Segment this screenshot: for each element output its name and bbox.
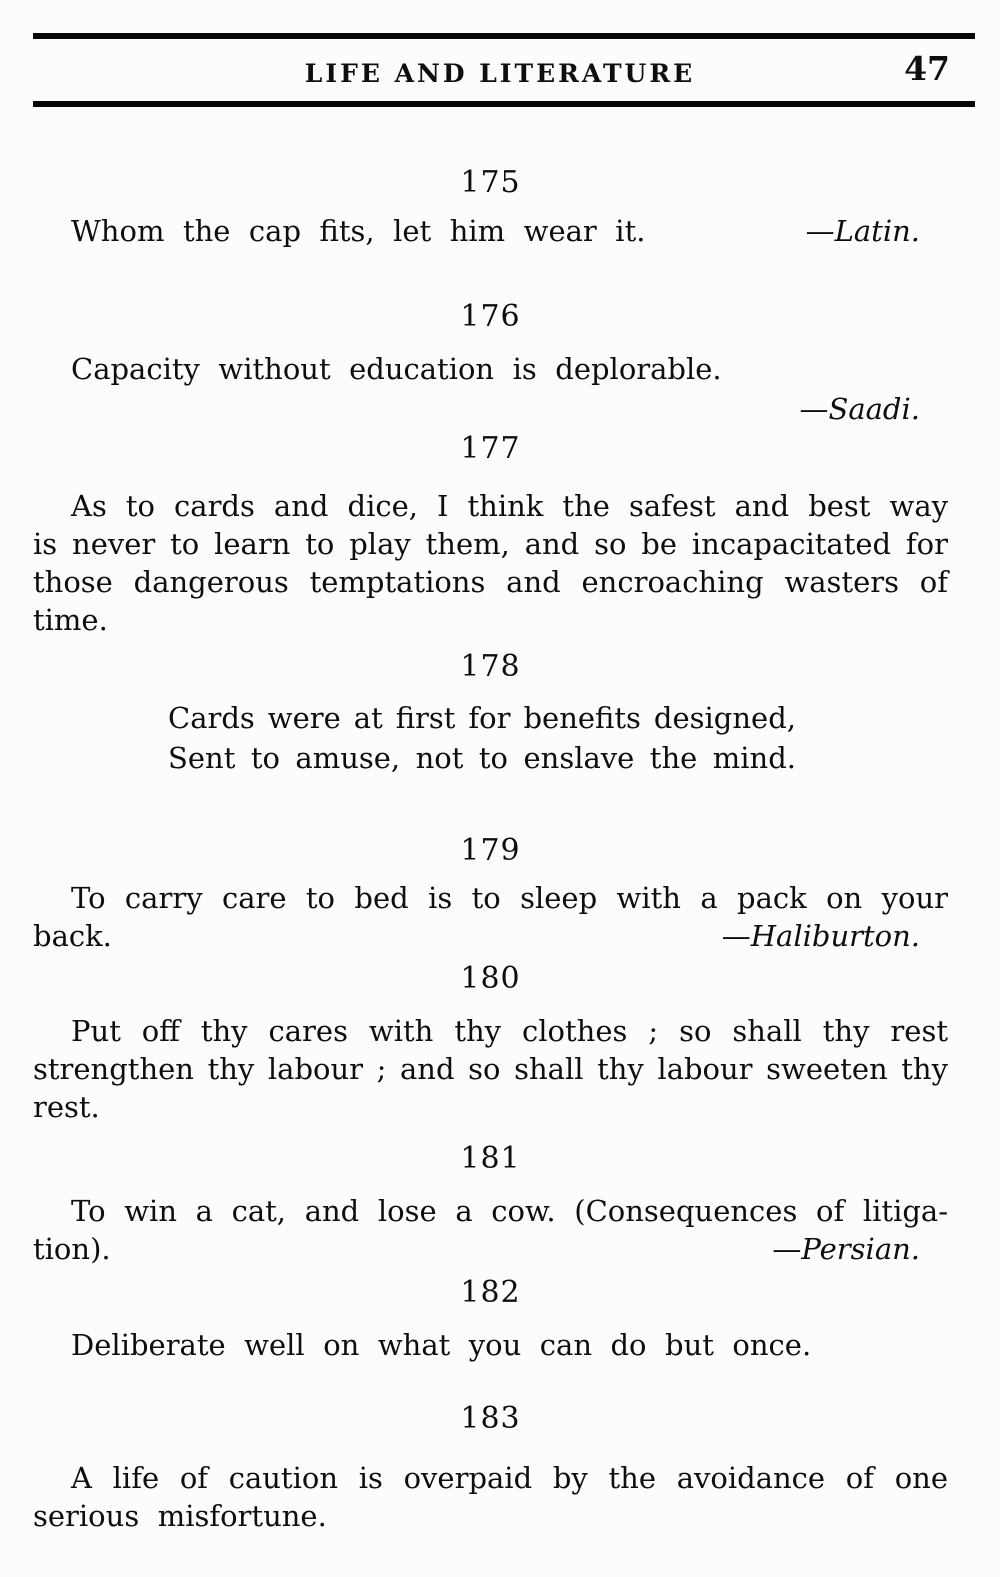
page-header	[0, 33, 1000, 107]
quote-text: To carry care to bed is to sleep with a pack on your	[71, 881, 948, 915]
quote-last-line	[33, 917, 948, 955]
quote-paragraph	[33, 1459, 948, 1535]
quote-text: strengthen thy labour ; and so shall thy labour sweeten thy	[33, 1052, 948, 1086]
quote-number: 176	[460, 299, 521, 334]
verse-line: Cards were at first for benefits designed,	[168, 701, 796, 735]
quote-entry-179	[33, 834, 948, 955]
quote-paragraph	[33, 879, 948, 955]
quote-attribution: —Latin.	[805, 214, 920, 248]
quote-attribution: —Haliburton.	[721, 919, 920, 953]
quote-text: A life of caution is overpaid by the avoidance of one	[71, 1461, 948, 1495]
quote-paragraph	[33, 487, 948, 639]
quote-number: 179	[460, 833, 521, 868]
quote-text: time.	[33, 603, 108, 637]
quote-number: 181	[460, 1141, 521, 1176]
quote-line	[33, 212, 948, 250]
quote-entry-182	[33, 1276, 948, 1364]
quote-text: Capacity without education is deplorable.	[71, 352, 722, 386]
quote-text: tion).	[33, 1232, 111, 1266]
quote-number: 177	[460, 431, 521, 466]
quote-entry-176	[33, 300, 948, 428]
quote-number: 178	[460, 649, 521, 684]
quote-paragraph	[33, 1192, 948, 1268]
quote-paragraph	[33, 1012, 948, 1126]
running-title: LIFE AND LITERATURE	[304, 58, 696, 88]
header-rule-top	[33, 33, 975, 39]
quote-number: 182	[460, 1275, 521, 1310]
quote-entry-181	[33, 1142, 948, 1268]
quote-last-line	[33, 1230, 948, 1268]
page-number: 47	[904, 49, 950, 88]
header-rule-bottom	[33, 101, 975, 107]
quote-text: those dangerous temptations and encroaching wasters of	[33, 565, 948, 599]
quote-entry-183	[33, 1402, 948, 1535]
quote-text: serious misfortune.	[33, 1499, 327, 1533]
quote-entry-180	[33, 962, 948, 1126]
quote-verse	[168, 698, 796, 778]
quote-number: 175	[460, 165, 521, 200]
quote-text: back.	[33, 919, 112, 953]
quote-attribution: —Persian.	[772, 1232, 920, 1266]
quote-text: Whom the cap fits, let him wear it.	[71, 214, 646, 248]
quote-text: Put off thy cares with thy clothes ; so shall thy rest	[71, 1014, 948, 1048]
quotations-list	[0, 166, 1000, 1535]
quote-number: 180	[460, 961, 521, 996]
quote-text: To win a cat, and lose a cow. (Consequences of litiga-	[71, 1194, 948, 1228]
quote-entry-178	[33, 650, 948, 778]
quote-text: rest.	[33, 1090, 100, 1124]
verse-line: Sent to amuse, not to enslave the mind.	[168, 741, 796, 775]
quote-entry-175	[33, 166, 948, 250]
quote-text: Deliberate well on what you can do but once.	[71, 1328, 812, 1362]
quote-text: As to cards and dice, I think the safest and best way	[71, 489, 948, 523]
quote-entry-177	[33, 432, 948, 639]
quote-number: 183	[460, 1401, 521, 1436]
quote-text: is never to learn to play them, and so be incapacitated for	[33, 527, 948, 561]
header-row	[0, 45, 1000, 101]
quote-attribution: —Saadi.	[799, 392, 920, 426]
attribution-line	[33, 390, 948, 428]
